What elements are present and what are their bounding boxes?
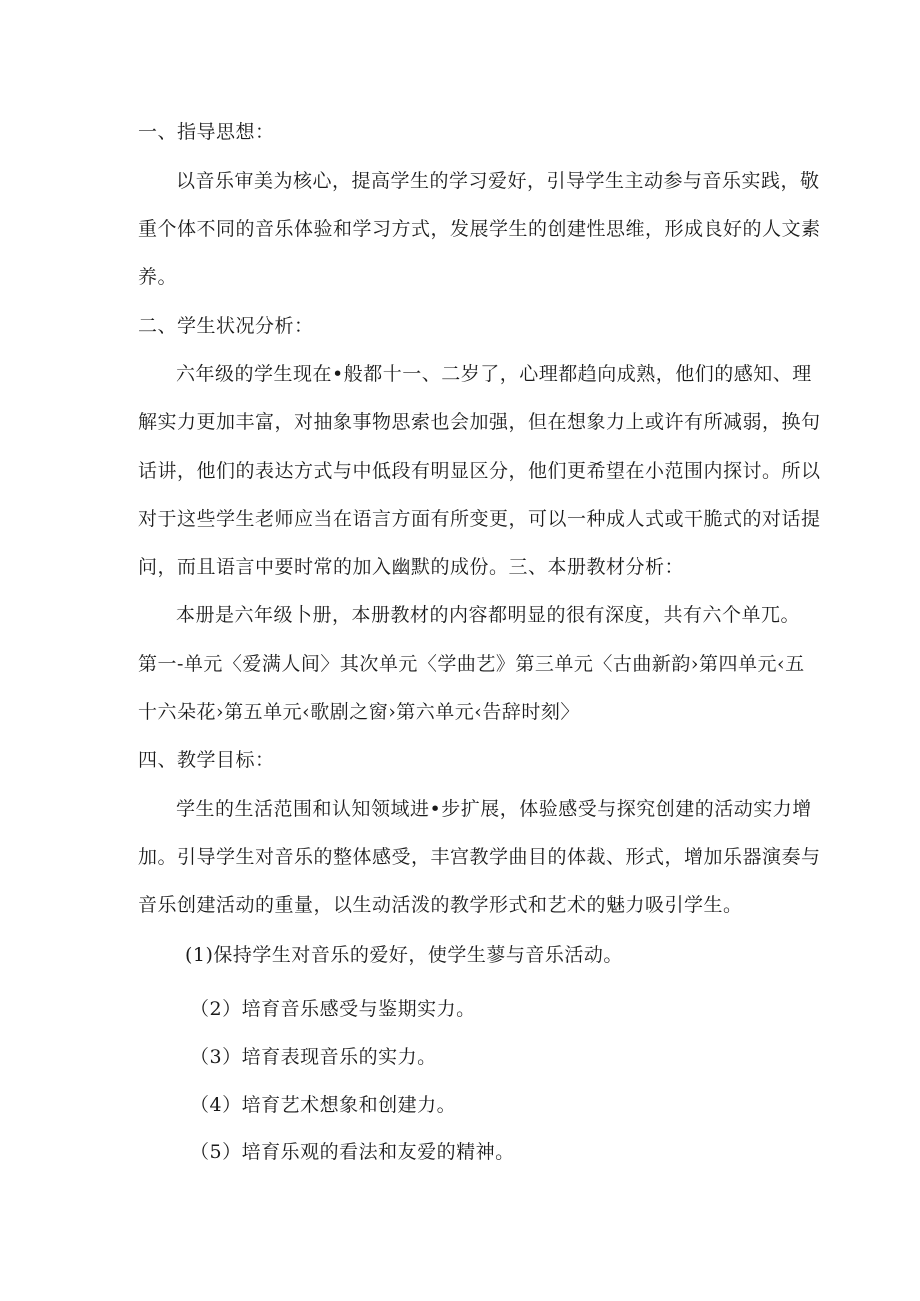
paragraph-line: 音乐创建活动的重量，以生动活泼的教学形式和艺术的魅力吸引学生。 <box>138 894 743 916</box>
goal-list-item: （2）培育音乐感受与鉴期实力。 <box>190 998 476 1020</box>
paragraph-line: 第一-单元〈爱满人间〉其次单元〈学曲艺》第三单元〈古曲新韵›第四单元‹五 <box>138 653 805 675</box>
section-heading-student-analysis: 二、学生状况分析： <box>138 315 314 337</box>
goal-list-item: (1)保持学生对音乐的爱好，使学生蓼与音乐活动。 <box>185 944 623 966</box>
section-heading-guiding-thought: 一、指导思想： <box>138 121 275 143</box>
paragraph-line: 本册是六年级卜册，本册教材的内容都明显的很有深度，共有六个单兀。 <box>176 604 801 626</box>
paragraph-line: 加。引导学生对音乐的整体感受，丰宫教学曲目的体裁、形式，增加乐器演奏与 <box>138 846 821 868</box>
paragraph-line: 六年级的学生现在•般都十一、二岁了，心理都趋向成熟，他们的感知、理 <box>176 363 812 385</box>
paragraph-line: 养。 <box>138 266 178 288</box>
section-heading-teaching-goals: 四、教学目标： <box>138 749 275 771</box>
goal-list-item: （4）培育艺术想象和创建力。 <box>190 1094 457 1116</box>
paragraph-line: 解实力更加丰富，对抽象事物思索也会加强，但在想象力上或许有所减弱，换句 <box>138 411 821 433</box>
goal-list-item: （5）培育乐观的看法和友爱的精神。 <box>190 1141 515 1163</box>
paragraph-line: 对于这些学生老师应当在语言方面有所变更，可以一种成人式或干脆式的对话提 <box>138 508 821 530</box>
goal-list-item: （3）培育表现音乐的实力。 <box>190 1046 437 1068</box>
paragraph-line: 问，而且语言中要时常的加入幽默的成份。三、本册教材分析： <box>138 556 685 578</box>
paragraph-line: 以音乐审美为核心，提高学生的学习爱好，引导学生主动参与音乐实践，敬 <box>176 170 820 192</box>
paragraph-line: 重个体不同的音乐体验和学习方式，发展学生的创建性思维，形成良好的人文素 <box>138 218 821 240</box>
paragraph-line: 学生的生活范围和认知领域进•步扩展，体验感受与探究创建的活动实力增 <box>176 798 812 820</box>
paragraph-line: 十六朵花›第五单元‹歌剧之窗›第六单元‹告辞时刻〉 <box>138 701 580 723</box>
paragraph-line: 话讲，他们的表达方式与中低段有明显区分，他们更希望在小范围内探讨。所以 <box>138 460 821 482</box>
